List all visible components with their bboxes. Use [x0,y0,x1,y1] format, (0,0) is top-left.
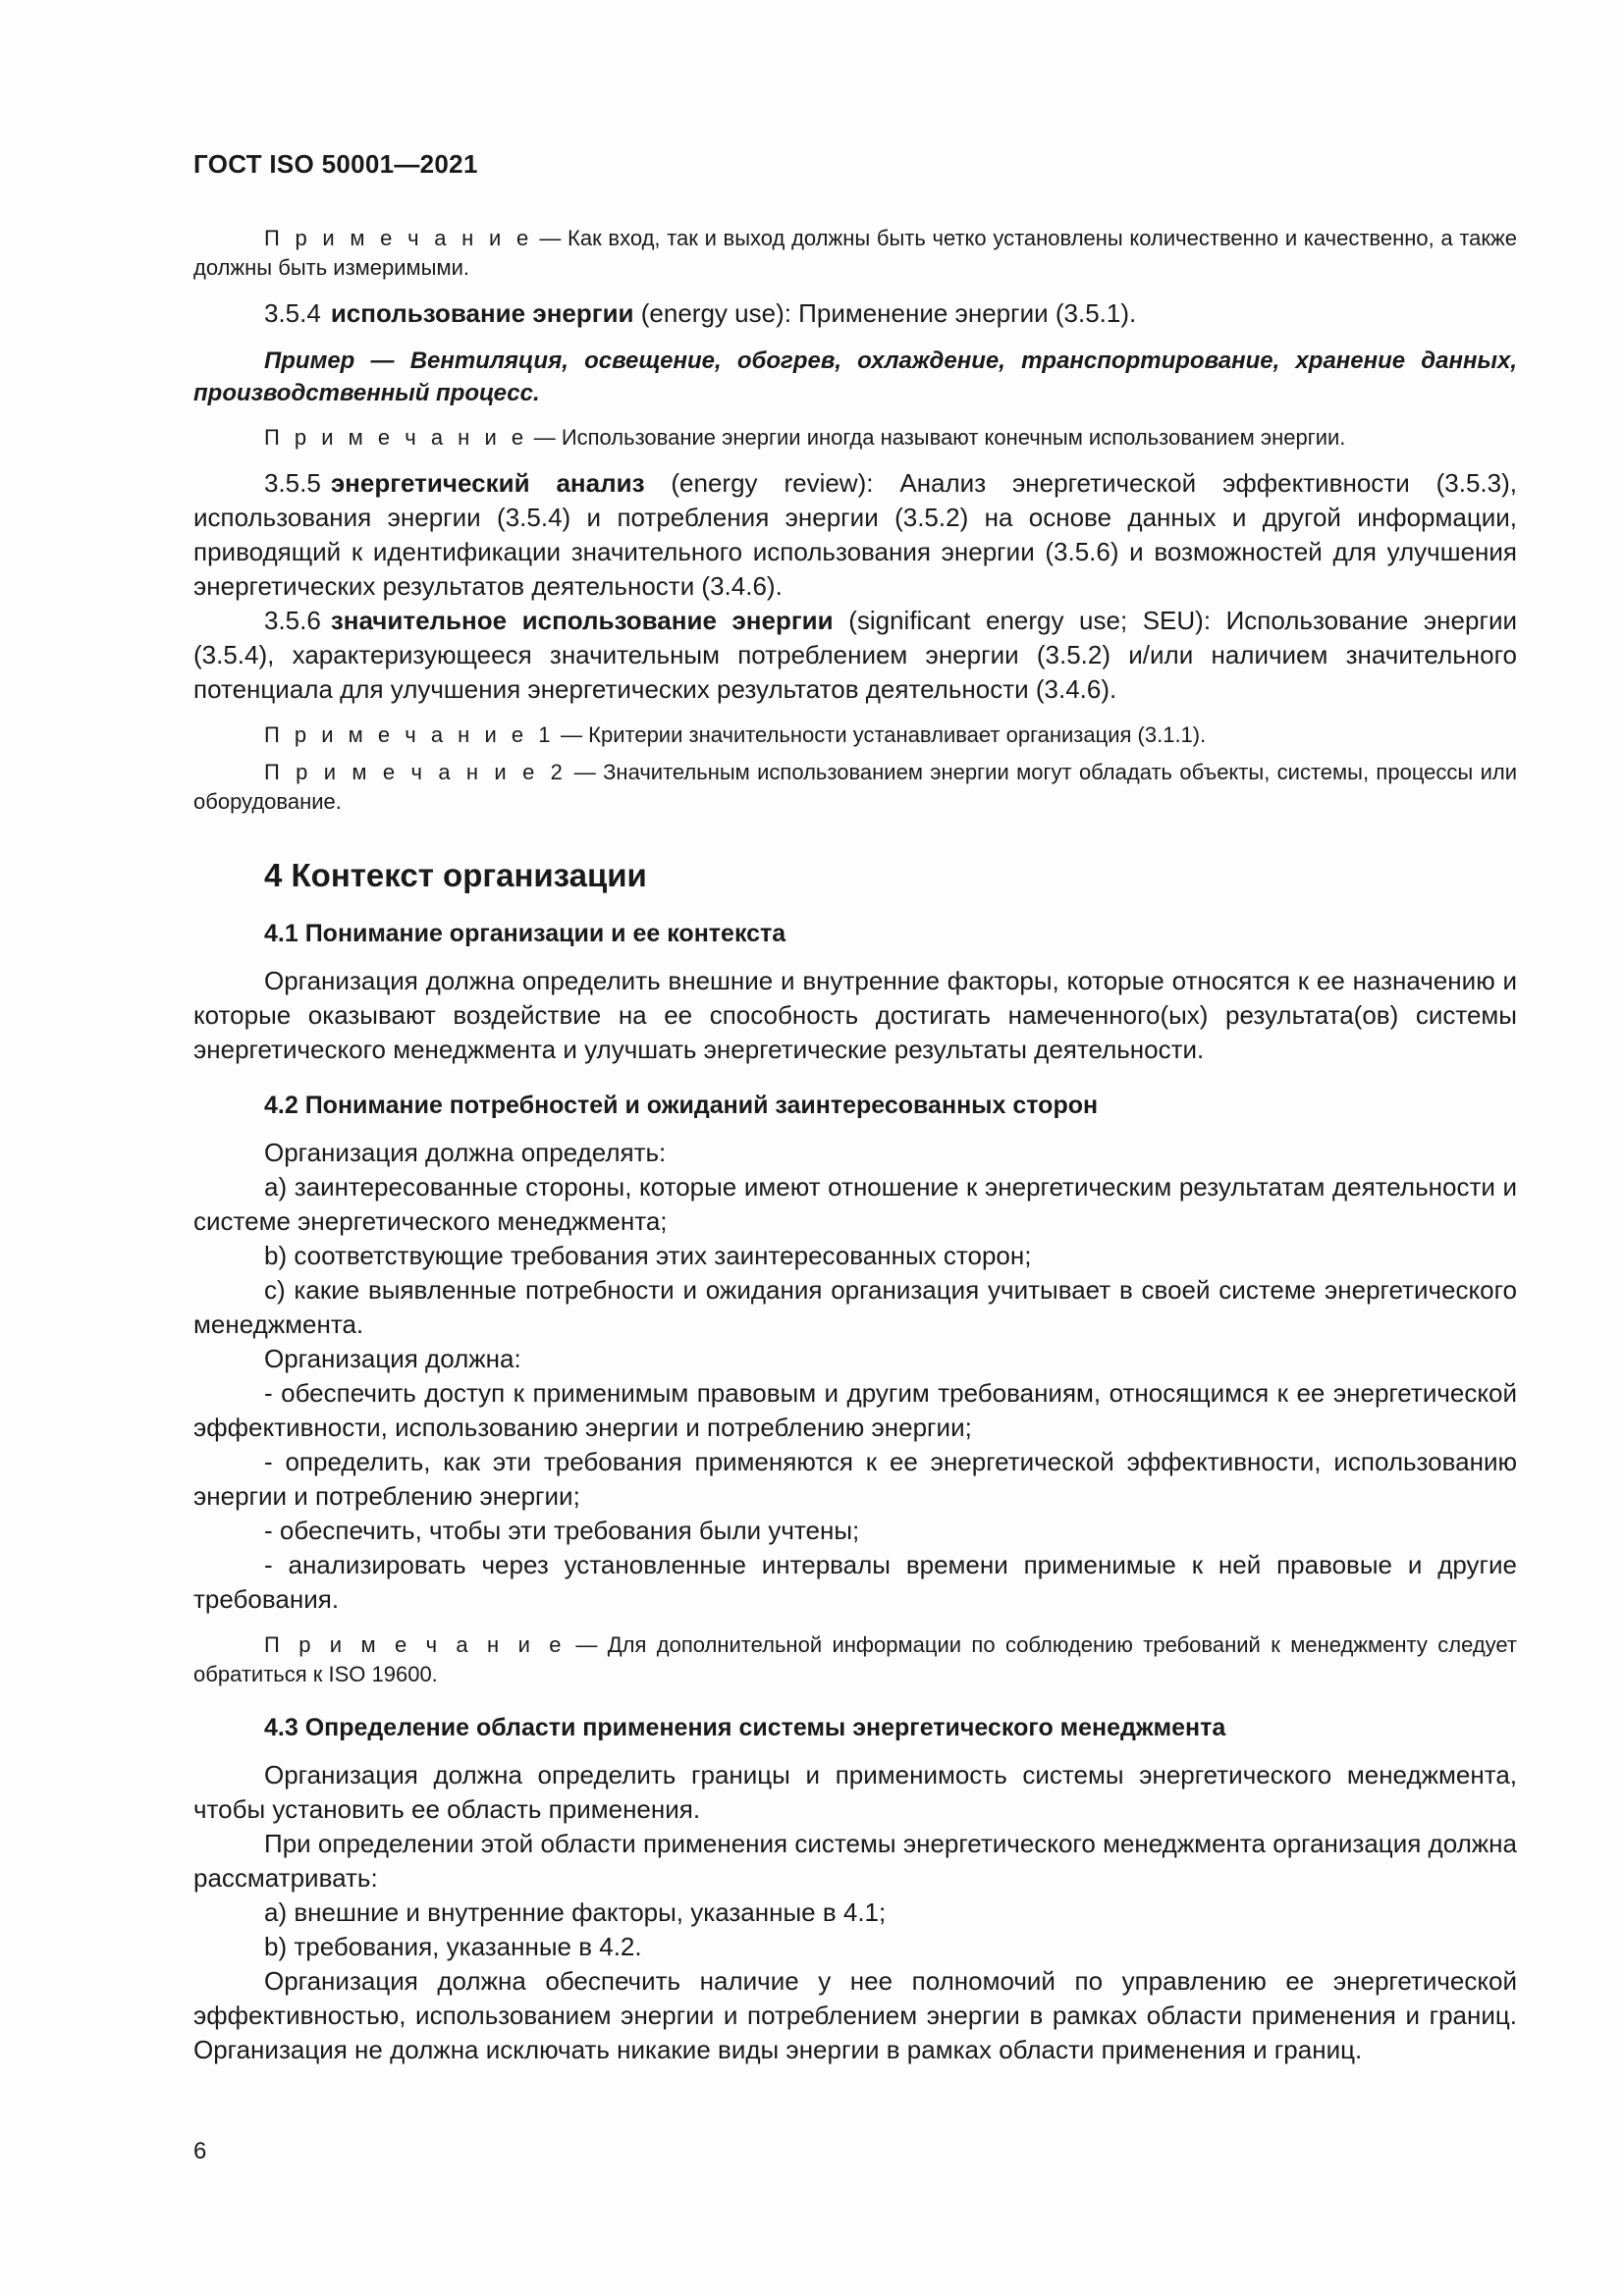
term-number: 3.5.6 [264,606,321,635]
note-paragraph [193,224,1517,283]
term-definition-3-5-5 [193,466,1517,604]
list-item: - анализировать через установленные интервалы времени применимые к ней правовые и другие требования. [193,1550,1517,1614]
term-number: 3.5.5 [264,468,321,498]
note-label: П р и м е ч а н и е [264,1632,566,1657]
body-paragraph: Организация должна определить внешние и внутренние факторы, которые относятся к ее назначению и которые оказывают воздействие на ее способность достигать намеченного(ых) результата(ов) системы энергетического менеджмента и улучшать энергетические результаты деятельности. [193,966,1517,1064]
term-definition-3-5-6 [193,604,1517,707]
subsection-heading-4-3: 4.3 Определение области применения системы энергетического менеджмента [264,1714,1226,1741]
note-label: П р и м е ч а н и е 1 [264,722,555,747]
subsection-heading-4-1: 4.1 Понимание организации и ее контекста [264,920,786,947]
note-text: — Использование энергии иногда называют конечным использованием энергии. [527,425,1346,450]
note-text: — Для дополнительной информации по соблюдению требований к менеджменту следует обратиться к ISO 19600. [193,1632,1517,1686]
term-text: (significant energy use; SEU): Использование энергии (3.5.4), характеризующееся значительным потреблением энергии (3.5.2) и/или наличием значительного потенциала для улучшения энергетических результатов деятельности (3.4.6). [193,606,1517,704]
page-number: 6 [193,2138,207,2164]
spacer [193,453,1517,466]
term-title: значительное использование энергии [330,606,834,635]
page-content [193,224,1517,2067]
note-text: — Значительным использованием энергии могут обладать объекты, системы, процессы или оборудование. [193,760,1517,814]
spacer [193,331,1517,345]
spacer [193,707,1517,721]
note-paragraph [193,721,1517,750]
list-item: b) соответствующие требования этих заинтересованных сторон; [264,1241,1032,1270]
spacer [193,1689,1517,1711]
list-item: a) внешние и внутренние факторы, указанные в 4.1; [264,1897,887,1927]
term-number: 3.5.4 [264,298,321,328]
list-item: b) требования, указанные в 4.2. [264,1932,642,1961]
term-text: (energy review): Анализ энергетической эффективности (3.5.3), использования энергии (3.5.4) и потребления энергии (3.5.2) на основе данных и другой информации, приводящий к идентификации значительного использования энергии (3.5.6) и возможностей для улучшения энергетических результатов деятельности (3.4.6). [193,468,1517,601]
list-item: - обеспечить доступ к применимым правовым и другим требованиям, относящимся к ее энергетической эффективности, использованию энергии и потреблению энергии; [193,1378,1517,1442]
note-label: П р и м е ч а н и е [264,425,528,450]
note-text: — Как вход, так и выход должны быть четко установлены количественно и качественно, а также должны быть измеримыми. [193,226,1517,280]
list-item: a) заинтересованные стороны, которые имеют отношение к энергетическим результатам деятельности и системе энергетического менеджмента; [193,1172,1517,1236]
note-text: — Критерии значительности устанавливает организация (3.1.1). [554,722,1207,747]
spacer [193,1744,1517,1758]
document-header: ГОСТ ISO 50001—2021 [193,149,478,179]
section-heading-4: 4 Контекст организации [264,857,647,893]
spacer [193,950,1517,964]
note-label: П р и м е ч а н и е [264,226,533,250]
body-paragraph: Организация должна определять: [264,1138,667,1167]
list-item: c) какие выявленные потребности и ожидания организация учитывает в своей системе энергетического менеджмента. [193,1275,1517,1339]
note-paragraph [193,423,1517,453]
body-paragraph: Организация должна: [264,1344,521,1373]
spacer [193,283,1517,296]
note-label: П р и м е ч а н и е 2 [264,760,568,784]
list-item: - обеспечить, чтобы эти требования были учтены; [264,1516,860,1545]
term-text: (energy use): Применение энергии (3.5.1). [633,298,1137,328]
body-paragraph: Организация должна обеспечить наличие у нее полномочий по управлению ее энергетической эффективностью, использованием энергии и потреблением энергии в рамках области применения и границ. Организация не должна исключать никакие виды энергии в рамках области применения и границ. [193,1966,1517,2064]
spacer [193,817,1517,856]
term-title: использование энергии [330,298,634,328]
spacer [193,895,1517,917]
list-item: - определить, как эти требования применяются к ее энергетической эффективности, использованию энергии и потреблению энергии; [193,1447,1517,1511]
spacer [193,1617,1517,1630]
body-paragraph: При определении этой области применения системы энергетического менеджмента организация должна рассматривать: [193,1829,1517,1893]
spacer [193,1122,1517,1136]
note-paragraph [193,758,1517,817]
term-definition-3-5-4 [193,296,1517,331]
example-paragraph: Пример — Вентиляция, освещение, обогрев, охлаждение, транспортирование, хранение данных, производственный процесс. [193,347,1517,406]
spacer [193,1067,1517,1089]
note-paragraph [193,1630,1517,1689]
spacer [193,750,1517,758]
spacer [193,409,1517,423]
body-paragraph: Организация должна определить границы и применимость системы энергетического менеджмента, чтобы установить ее область применения. [193,1760,1517,1824]
subsection-heading-4-2: 4.2 Понимание потребностей и ожиданий заинтересованных сторон [264,1092,1099,1119]
term-title: энергетический анализ [330,468,645,498]
